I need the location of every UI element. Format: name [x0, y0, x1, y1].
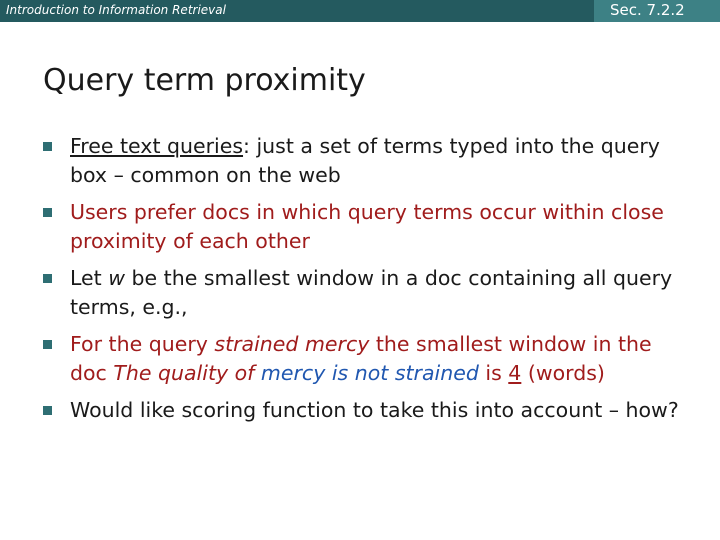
bullet-list: [40, 132, 680, 433]
square-bullet-icon: [43, 208, 52, 217]
square-bullet-icon: [43, 142, 52, 151]
bullet-user-preference: [40, 198, 680, 256]
slide-title: Query term proximity: [43, 63, 366, 98]
term-free-text-queries: Free text queries: [70, 134, 244, 158]
window-size-number: 4: [508, 361, 522, 385]
section-number: Sec. 7.2.2: [610, 1, 685, 19]
bullet-text: For the query: [70, 332, 215, 356]
bullet-text: be the smallest window in a doc containing all query terms, e.g.,: [70, 266, 673, 319]
bullet-scoring-function: [40, 396, 680, 425]
bullet-text: : just a set of terms typed into the query box – common on the web: [70, 134, 660, 187]
variable-w: w: [108, 266, 126, 290]
bullet-text: Would like scoring function to take this into account – how?: [70, 398, 679, 422]
example-doc-prefix: The quality of: [113, 361, 261, 385]
bullet-example: [40, 330, 680, 388]
bullet-text: Let: [70, 266, 109, 290]
bullet-free-text-queries: [40, 132, 680, 190]
bullet-smallest-window: [40, 264, 680, 322]
example-query: strained mercy: [214, 332, 370, 356]
course-title: Introduction to Information Retrieval: [6, 3, 226, 17]
square-bullet-icon: [43, 274, 52, 283]
bullet-text: is: [478, 361, 509, 385]
bullet-text: Users prefer docs in which query terms occur within close proximity of each other: [70, 200, 664, 253]
square-bullet-icon: [43, 340, 52, 349]
bullet-text: the smallest window in the doc: [70, 332, 652, 385]
bullet-text: (words): [521, 361, 605, 385]
example-doc-window: mercy is not strained: [260, 361, 479, 385]
square-bullet-icon: [43, 406, 52, 415]
